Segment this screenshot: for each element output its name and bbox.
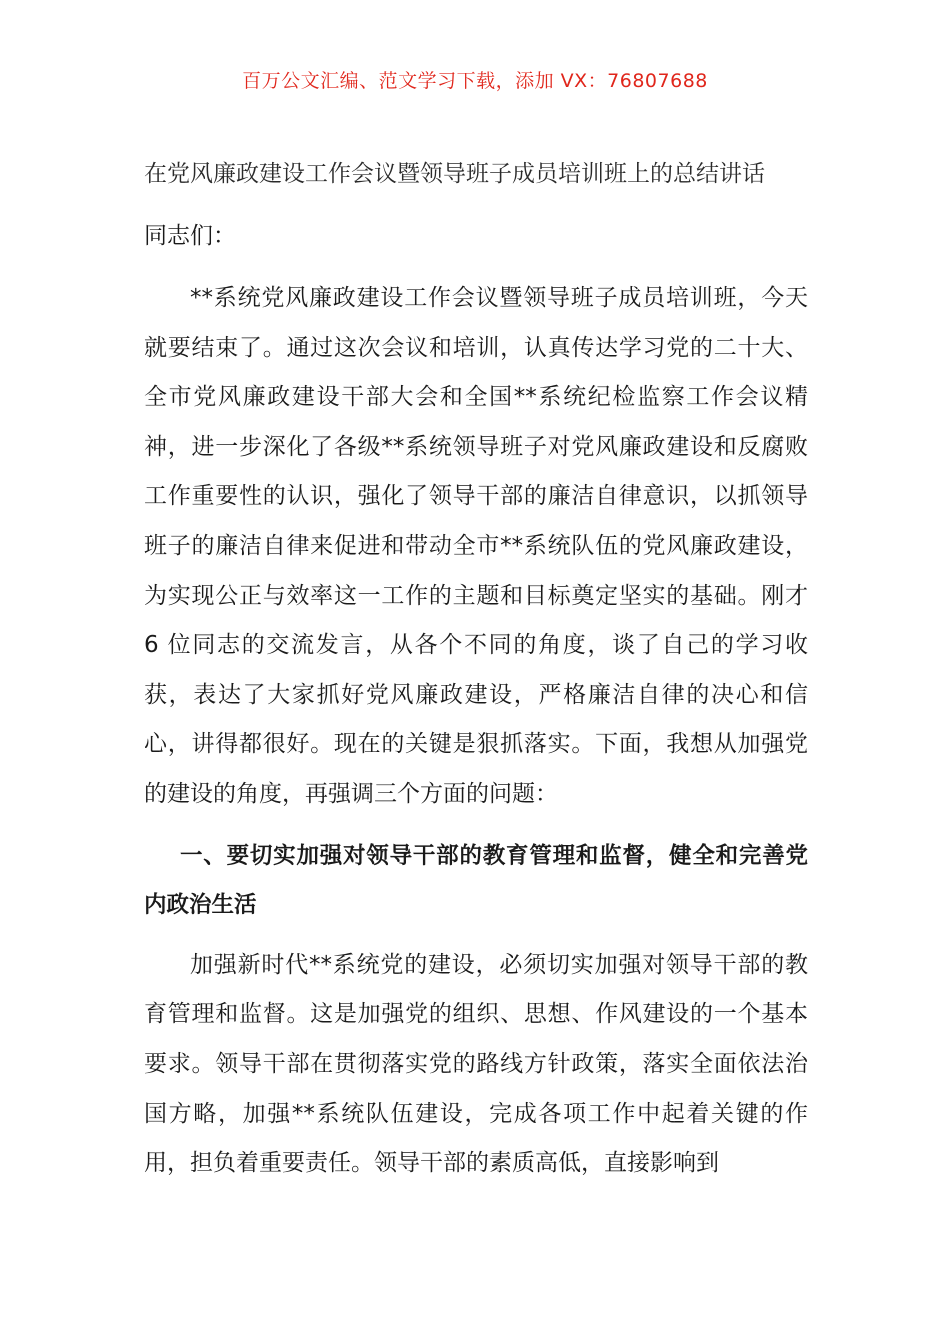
intro-paragraph: **系统党风廉政建设工作会议暨领导班子成员培训班，今天就要结束了。通过这次会议和培训，认真传达学习党的二十大、全市党风廉政建设干部大会和全国**系统纪检监察工作会议精神，进一步深化了各级**系统领导班子对党风廉政建设和反腐败工作重要性的认识，强化了领导干部的廉洁自律意识，以抓领导班子的廉洁自律来促进和带动全市**系统队伍的党风廉政建设，为实现公正与效率这一工作的主题和目标奠定坚实的基础。刚才 6 位同志的交流发言，从各个不同的角度，谈了自己的学习收获，表达了大家抓好党风廉政建设，严格廉洁自律的决心和信心，讲得都很好。现在的关键是狠抓落实。下面，我想从加强党的建设的角度，再强调三个方面的问题：: [144, 285, 808, 807]
document-body: [144, 152, 808, 1189]
section-heading-1: 一、要切实加强对领导干部的教育管理和监督，健全和完善党内政治生活: [144, 842, 808, 919]
header-promo-note: 百万公文汇编、范文学习下载，添加 VX：76807688: [242, 70, 708, 92]
section-1-paragraph: 加强新时代**系统党的建设，必须切实加强对领导干部的教育管理和监督。这是加强党的组织、思想、作风建设的一个基本要求。领导干部在贯彻落实党的路线方针政策，落实全面依法治国方略，加强**系统队伍建设，完成各项工作中起着关键的作用，担负着重要责任。领导干部的素质高低，直接影响到: [144, 951, 808, 1177]
salutation: 同志们：: [144, 223, 236, 249]
document-title: 在党风廉政建设工作会议暨领导班子成员培训班上的总结讲话: [144, 161, 765, 187]
